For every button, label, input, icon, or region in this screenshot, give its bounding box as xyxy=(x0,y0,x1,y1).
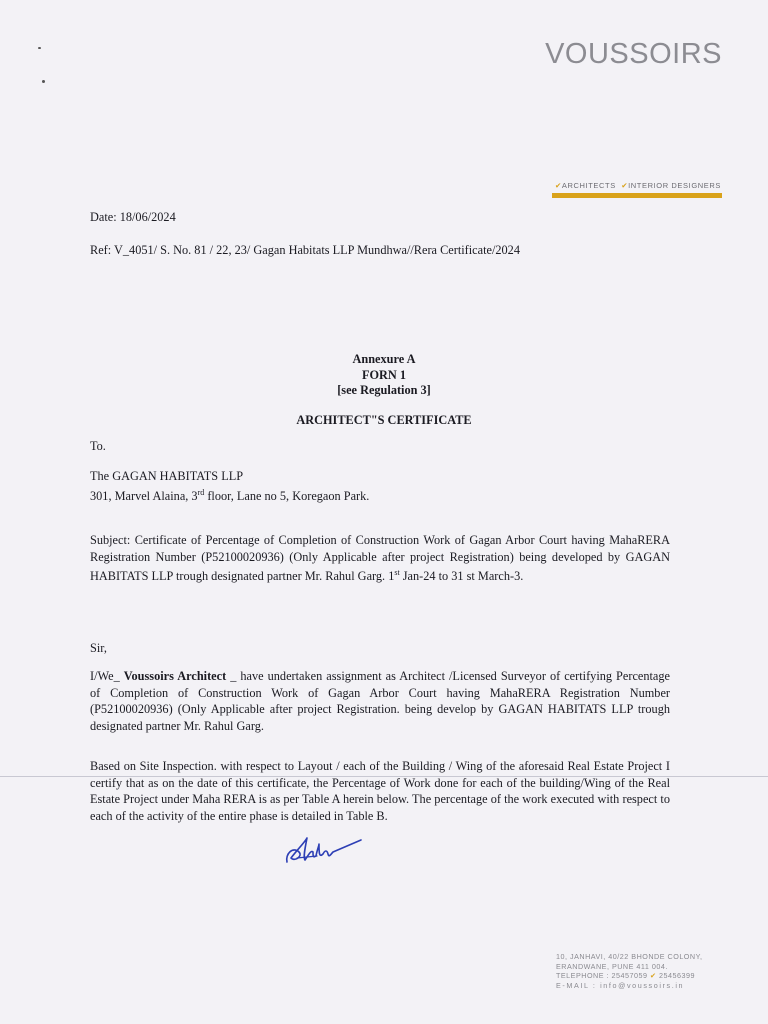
address-prefix: 301, Marvel Alaina, 3 xyxy=(90,488,198,503)
addressee-address xyxy=(90,485,369,505)
letter-reference: Ref: V_4051/ S. No. 81 / 22, 23/ Gagan Habitats LLP Mundhwa//Rera Certificate/2024 xyxy=(90,243,520,257)
salutation: Sir, xyxy=(90,641,107,655)
annexure-label: Annexure A xyxy=(352,352,416,366)
addressee-to: To. xyxy=(90,439,106,453)
architect-name: Voussoirs Architect xyxy=(123,669,227,683)
certificate-title: ARCHITECT"S CERTIFICATE xyxy=(296,413,472,427)
company-tagline xyxy=(555,181,721,190)
tagline-architects: ARCHITECTS xyxy=(561,181,616,190)
body-paragraph-1 xyxy=(90,668,670,734)
addressee-block xyxy=(90,468,369,504)
signature xyxy=(283,832,365,868)
letterhead-accent-bar xyxy=(552,193,722,198)
check-icon: ✔ xyxy=(555,181,562,190)
check-icon: ✔ xyxy=(650,971,657,980)
address-superscript: rd xyxy=(197,487,205,497)
subject-superscript: st xyxy=(394,568,400,577)
footer-telephone-2: 25456399 xyxy=(659,971,696,980)
addressee-name: The GAGAN HABITATS LLP xyxy=(90,469,244,483)
footer-email: E-MAIL : info@voussoirs.in xyxy=(556,980,685,990)
company-logo: VOUSSOIRS xyxy=(545,38,722,70)
body-paragraph-2: Based on Site Inspection. with respect to Layout / each of the Building / Wing of the aforesaid Real Estate Project I certify that as on the date of this certificate, the Percentage of Work done for each of the building/Wing of the Real Estate Project under Maha RERA is as per Table A herein below. The percentage of the work executed with respect to each of the activity of the entire phase is detailed in Table B. xyxy=(90,759,670,823)
form-heading xyxy=(0,352,768,399)
footer-line-2: ERANDWANE, PUNE 411 004. xyxy=(556,961,668,971)
regulation-label: [see Regulation 3] xyxy=(337,383,431,397)
letter-date: Date: 18/06/2024 xyxy=(90,210,176,224)
subject-paragraph xyxy=(90,532,670,585)
address-suffix: floor, Lane no 5, Koregaon Park. xyxy=(204,488,370,503)
subject-text: Subject: Certificate of Percentage of Completion of Construction Work of Gagan Arbor Court having MahaRERA Registration Number (P52100020936) (Only Applicable after project Registration) being developed by GAGAN HABITATS LLP trough designated partner Mr. Rahul Garg. 1 xyxy=(90,533,670,584)
subject-text-end: Jan-24 to 31 st March-3. xyxy=(399,569,524,584)
company-address-footer xyxy=(556,952,702,990)
footer-line-1: 10, JANHAVI, 40/22 BHONDE COLONY, xyxy=(556,952,703,961)
footer-telephone: TELEPHONE : 25457059 xyxy=(556,971,648,980)
check-icon: ✔ xyxy=(621,181,629,190)
p1-start: I/We_ xyxy=(90,669,124,683)
p1-rest: _ have undertaken assignment as Architect /Licensed Surveyor of certifying Percentage of Completion of Construction Work of Gagan Arbor Court having MahaRERA Registration Number (P52100020936) (Only Applicable after project Registration. being develop by GAGAN HABITATS LLP trough designated partner Mr. Rahul Garg. xyxy=(90,669,670,733)
scan-speck xyxy=(42,80,45,83)
scan-speck xyxy=(38,47,41,49)
footer-line-3 xyxy=(556,971,702,981)
tagline-interior: INTERIOR DESIGNERS xyxy=(628,181,721,190)
form-label: FORN 1 xyxy=(361,367,407,382)
